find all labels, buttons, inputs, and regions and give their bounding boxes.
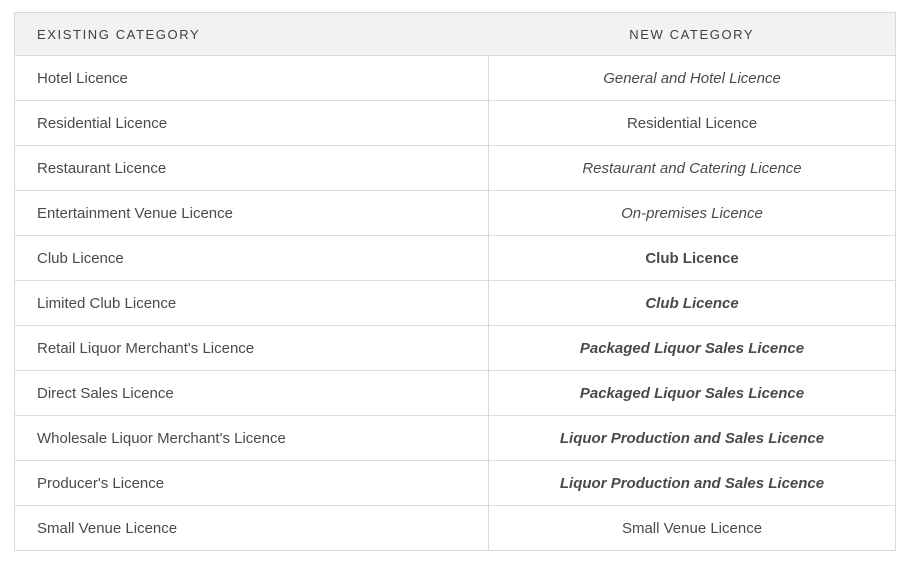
table-header [15,13,896,56]
table-row [15,236,896,281]
table-row [15,281,896,326]
table-row [15,371,896,416]
header-row [15,13,896,56]
column-header-new-category: NEW CATEGORY [489,13,896,56]
new-category-cell: Liquor Production and Sales Licence [489,416,896,461]
new-category-cell: Restaurant and Catering Licence [489,146,896,191]
existing-category-cell: Entertainment Venue Licence [15,191,489,236]
new-category-cell: On-premises Licence [489,191,896,236]
existing-category-cell: Retail Liquor Merchant's Licence [15,326,489,371]
new-category-cell: Liquor Production and Sales Licence [489,461,896,506]
table-row [15,416,896,461]
new-category-cell: Residential Licence [489,101,896,146]
table-body [15,56,896,551]
new-category-cell: Packaged Liquor Sales Licence [489,326,896,371]
existing-category-cell: Producer's Licence [15,461,489,506]
existing-category-cell: Limited Club Licence [15,281,489,326]
new-category-cell: Club Licence [489,236,896,281]
existing-category-cell: Residential Licence [15,101,489,146]
new-category-cell: Packaged Liquor Sales Licence [489,371,896,416]
existing-category-cell: Wholesale Liquor Merchant's Licence [15,416,489,461]
existing-category-cell: Restaurant Licence [15,146,489,191]
existing-category-cell: Club Licence [15,236,489,281]
table-row [15,326,896,371]
column-header-existing-category: EXISTING CATEGORY [15,13,489,56]
table-row [15,191,896,236]
licence-category-mapping-table [14,12,896,551]
table-row [15,56,896,101]
table-row [15,461,896,506]
existing-category-cell: Hotel Licence [15,56,489,101]
existing-category-cell: Small Venue Licence [15,506,489,551]
existing-category-cell: Direct Sales Licence [15,371,489,416]
table-row [15,506,896,551]
table-row [15,146,896,191]
new-category-cell: Small Venue Licence [489,506,896,551]
licence-category-table-wrap [14,12,896,551]
table-row [15,101,896,146]
new-category-cell: General and Hotel Licence [603,69,781,87]
new-category-cell: Club Licence [489,281,896,326]
